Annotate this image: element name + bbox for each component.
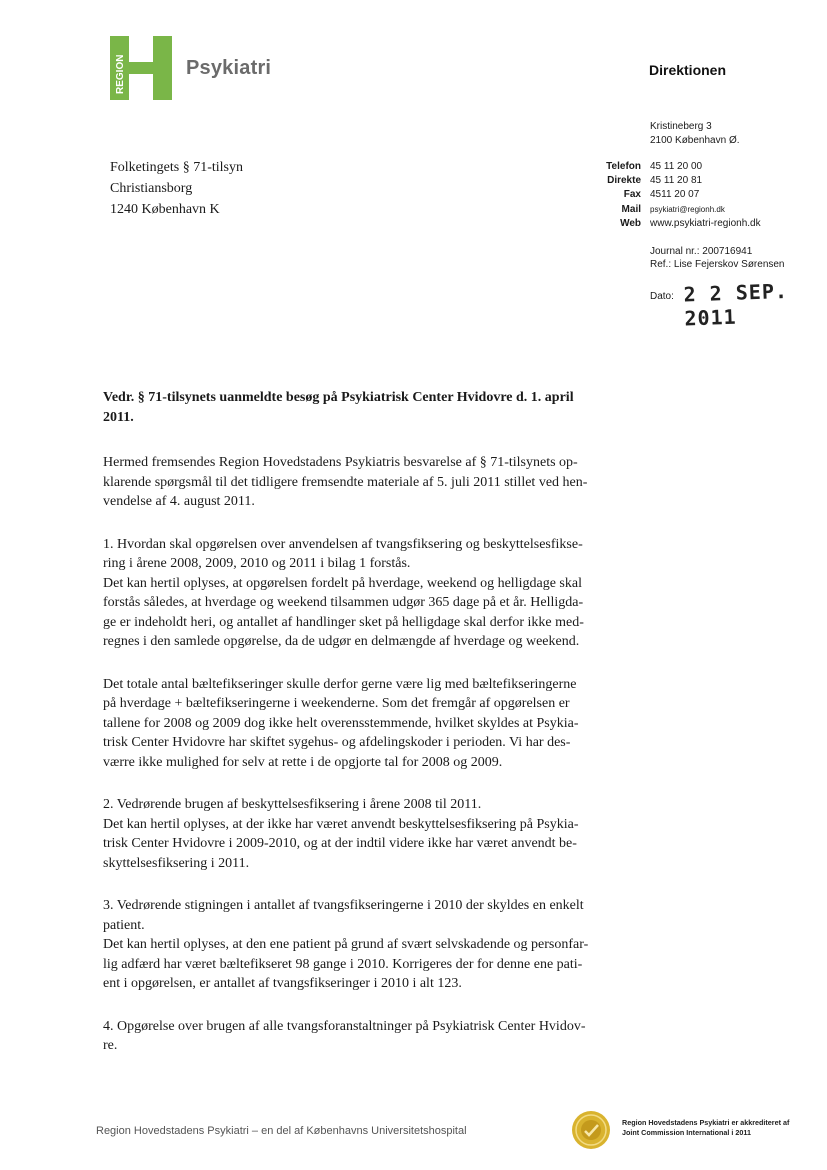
paragraph-line: patient. [103, 917, 145, 933]
logo-region-text: REGION [115, 54, 126, 94]
recipient-address [110, 157, 243, 220]
contact-label: Fax [623, 189, 641, 201]
reference: Ref.: Lise Fejerskov Sørensen [650, 259, 785, 270]
paragraph [103, 1017, 643, 1056]
contact-row-phone [560, 160, 761, 174]
sender-address-line: Kristineberg 3 [650, 121, 712, 132]
paragraph-line: lig adfærd har været bæltefikseret 98 gange i 2010. Korrigeres der for denne ene pati- [103, 956, 583, 972]
contact-label: Telefon [606, 161, 641, 172]
contact-label: Direkte [607, 175, 641, 187]
paragraph-line: Det kan hertil oplyses, at der ikke har været anvendt beskyttelsesfiksering på Psykia- [103, 816, 579, 832]
accreditation-line: Region Hovedstadens Psykiatri er akkrediteret af [622, 1118, 790, 1127]
paragraph-line: 4. Opgørelse over brugen af alle tvangsforanstaltninger på Psykiatrisk Center Hvidov- [103, 1018, 586, 1034]
date-stamp: 2 2 SEP. 2011 [683, 278, 789, 331]
paragraph-line: på hverdage + bæltefikseringerne i weekenderne. Som det fremgår af opgørelsen er [103, 696, 570, 711]
contact-value: 45 11 20 81 [650, 175, 703, 187]
accreditation-line: Joint Commission International i 2011 [622, 1128, 752, 1137]
paragraph [103, 795, 643, 873]
paragraph-line: 3. Vedrørende stigningen i antallet af tvangsfikseringerne i 2010 der skyldes en enkelt [103, 898, 584, 913]
recipient-line: Folketingets § 71-tilsyn [110, 160, 243, 175]
contact-block [560, 160, 761, 231]
contact-row-fax [560, 188, 761, 202]
paragraph [103, 535, 643, 652]
paragraph-line: trisk Center Hvidovre har skiftet sygehus- og afdelingskoder i perioden. Vi har des- [103, 735, 571, 750]
paragraph-line: 2. Vedrørende brugen af beskyttelsesfiksering i årene 2008 til 2011. [103, 797, 482, 812]
date-label: Dato: [650, 291, 674, 302]
sender-address-line: 2100 København Ø. [650, 135, 740, 146]
contact-row-direct [560, 174, 761, 188]
contact-value: www.psykiatri-regionh.dk [650, 217, 761, 229]
paragraph-line: Det kan hertil oplyses, at den ene patient på grund af svært selvskadende og personfar- [103, 937, 589, 952]
contact-value: psykiatri@regionh.dk [650, 204, 725, 214]
paragraph-line: Det kan hertil oplyses, at opgørelsen fordelt på hverdage, weekend og helligdage skal [103, 575, 582, 591]
paragraph [103, 896, 643, 994]
sender-address [650, 120, 740, 148]
footer-accreditation [622, 1118, 789, 1138]
journal-number: Journal nr.: 200716941 [650, 246, 753, 257]
paragraph [103, 675, 643, 773]
paragraphs [103, 453, 643, 1056]
paragraph-line: forstås således, at hverdage og weekend tilsammen udgør 365 dage på et år. Helligda- [103, 595, 584, 610]
paragraph-line: Hermed fremsendes Region Hovedstadens Psykiatris besvarelse af § 71-tilsynets op- [103, 455, 578, 470]
paragraph-line: Det totale antal bæltefikseringer skulle derfor gerne være lig med bæltefikseringerne [103, 676, 577, 692]
paragraph [103, 453, 643, 512]
region-h-logo [110, 36, 172, 100]
contact-value: 45 11 20 00 [650, 161, 703, 172]
paragraph-line: tallene for 2008 og 2009 dog ikke helt overensstemmende, hvilket skyldes at Psykia- [103, 715, 579, 731]
letter-body [103, 388, 643, 1079]
contact-row-mail [560, 203, 761, 217]
subject-text: 2011. [103, 409, 134, 425]
paragraph-line: ring i årene 2008, 2009, 2010 og 2011 i bilag 1 forstås. [103, 556, 411, 571]
paragraph-line: vendelse af 4. august 2011. [103, 494, 255, 509]
recipient-line: 1240 København K [110, 202, 220, 217]
journal-block [650, 245, 785, 271]
paragraph-line: regnes i den samlede opgørelse, da de udgør en delmængde af hverdage og weekend. [103, 634, 580, 649]
contact-value: 4511 20 07 [650, 189, 700, 201]
paragraph-line: klarende spørgsmål til det tidligere fremsendte materiale af 5. juli 2011 stillet ved hen- [103, 474, 588, 490]
contact-label: Mail [621, 203, 641, 215]
footer-tagline: Region Hovedstadens Psykiatri – en del af Københavns Universitetshospital [96, 1125, 467, 1137]
paragraph-line: skyttelsesfiksering i 2011. [103, 855, 250, 871]
subject-text: Vedr. § 71-tilsynets uanmeldte besøg på Psykiatrisk Center Hvidovre d. 1. april [103, 390, 574, 405]
paragraph-line: værre ikke mulighed for selv at rette i de opgjorte tal for 2008 og 2009. [103, 754, 503, 770]
subject-line [103, 388, 643, 427]
paragraph-line: trisk Center Hvidovre i 2009-2010, og at der indtil videre ikke har været anvendt be- [103, 836, 577, 851]
recipient-line: Christiansborg [110, 181, 193, 196]
date-row [650, 278, 827, 331]
accreditation-seal-icon [571, 1110, 611, 1150]
paragraph-line: 1. Hvordan skal opgørelsen over anvendelsen af tvangsfiksering og beskyttelsesfikse- [103, 536, 583, 552]
paragraph-line: ent i opgørelsen, er antallet af tvangsfikseringer i 2010 i alt 123. [103, 976, 462, 991]
paragraph-line: re. [103, 1038, 118, 1053]
department-name: Direktionen [649, 62, 727, 78]
contact-label: Web [620, 217, 641, 229]
logo-wordmark: Psykiatri [186, 57, 272, 79]
contact-row-web [560, 217, 761, 231]
paragraph-line: ge er indeholdt heri, og antallet af handlinger sket på helligdage skal derfor ikke med- [103, 614, 584, 630]
